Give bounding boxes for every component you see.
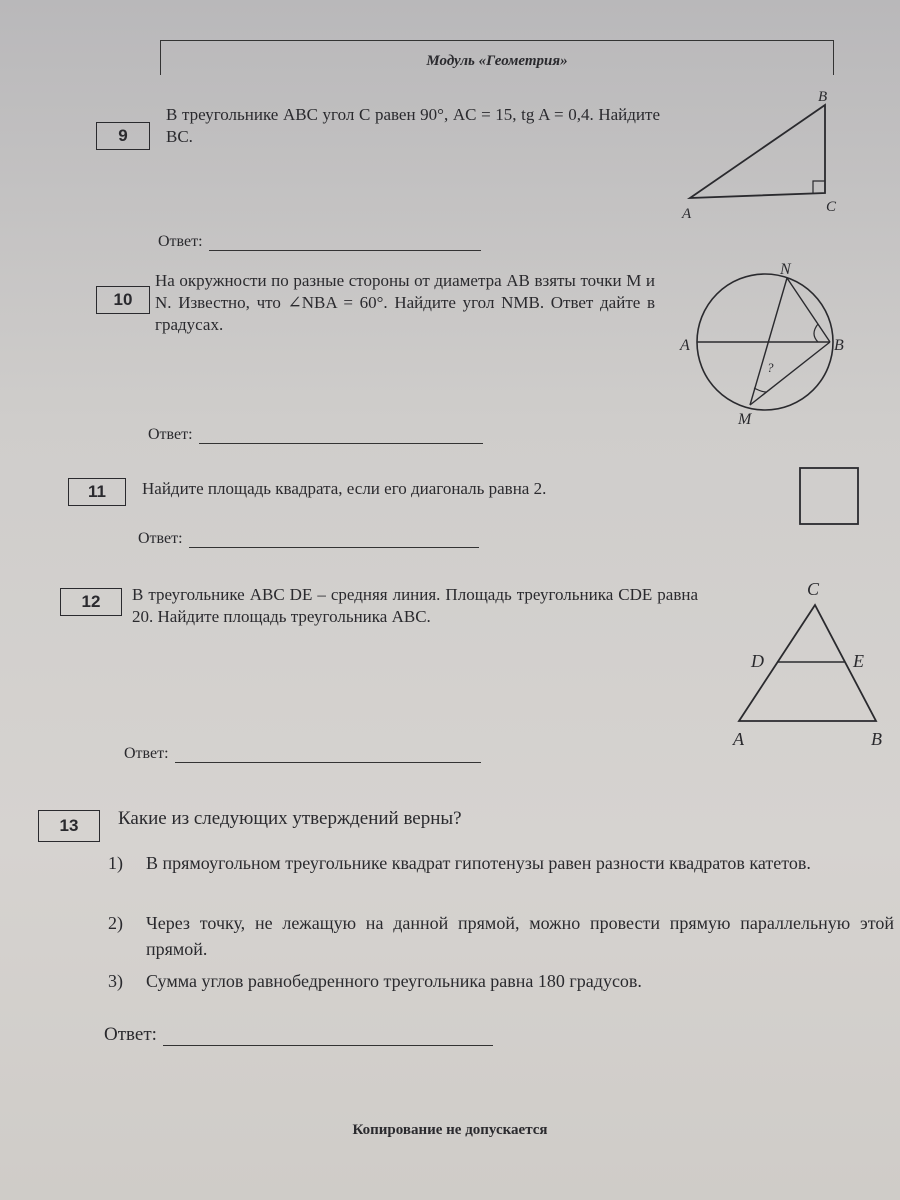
answer-blank[interactable] xyxy=(199,443,483,444)
option-2-text: Через точку, не лежащую на данной прямой, можно провести прямую параллельную этой прямой. xyxy=(146,913,894,959)
task-12-answer xyxy=(124,745,481,763)
answer-label: Ответ: xyxy=(104,1024,157,1045)
figure-9 xyxy=(670,85,850,225)
task-11-text: Найдите площадь квадрата, если его диагональ равна 2. xyxy=(142,479,547,498)
segment-nb xyxy=(787,278,830,342)
square xyxy=(800,468,858,524)
task-10-text: На окружности по разные стороны от диаметра AB взяты точки M и N. Известно, что ∠NBA = 60°. Найдите угол NMB. Ответ дайте в градусах. xyxy=(155,271,655,334)
task-10-number: 10 xyxy=(96,286,150,314)
segment-mb xyxy=(750,342,830,405)
task-9-answer xyxy=(158,233,481,251)
label-e: E xyxy=(853,651,864,671)
answer-blank[interactable] xyxy=(189,547,479,548)
footer-notice: Копирование не допускается xyxy=(352,1122,548,1138)
answer-label: Ответ: xyxy=(124,745,169,762)
figure-10 xyxy=(670,258,870,428)
answer-blank[interactable] xyxy=(209,250,481,251)
task-12-number: 12 xyxy=(60,588,122,616)
task-11-number: 11 xyxy=(68,478,126,506)
option-3-text: Сумма углов равнобедренного треугольника равна 180 градусов. xyxy=(146,971,642,991)
right-angle-mark xyxy=(813,181,825,193)
option-1-text: В прямоугольном треугольнике квадрат гипотенузы равен разности квадратов катетов. xyxy=(146,853,811,873)
option-1-number: 1) xyxy=(108,853,123,873)
task-11-answer xyxy=(138,530,479,548)
label-a: A xyxy=(733,729,744,749)
angle-arc-nba xyxy=(814,324,818,342)
label-a: A xyxy=(680,337,690,354)
task-10-answer xyxy=(148,426,483,444)
triangle-abc xyxy=(690,105,825,198)
task-13-answer xyxy=(104,1024,493,1046)
task-9-number: 9 xyxy=(96,122,150,150)
answer-blank[interactable] xyxy=(163,1045,493,1046)
figure-12 xyxy=(725,575,895,755)
answer-label: Ответ: xyxy=(138,530,183,547)
module-title: Модуль «Геометрия» xyxy=(426,53,568,69)
answer-blank[interactable] xyxy=(175,762,481,763)
label-n: N xyxy=(780,261,791,278)
label-a: A xyxy=(682,206,692,222)
option-3-number: 3) xyxy=(108,971,123,991)
label-c: C xyxy=(807,579,820,599)
option-2-number: 2) xyxy=(108,913,123,933)
unknown-angle-mark: ? xyxy=(767,360,774,375)
label-c: C xyxy=(826,199,837,215)
task-13-number: 13 xyxy=(38,810,100,842)
task-12-text: В треугольнике ABC DE – средняя линия. Площадь треугольника CDE равна 20. Найдите площадь треугольника ABC. xyxy=(132,585,698,626)
label-b: B xyxy=(834,337,844,354)
answer-label: Ответ: xyxy=(158,233,203,250)
task-13-text: Какие из следующих утверждений верны? xyxy=(118,808,462,829)
label-b: B xyxy=(818,89,828,105)
angle-arc-nmb xyxy=(754,388,766,392)
label-b: B xyxy=(871,729,882,749)
module-header xyxy=(160,40,834,75)
figure-11 xyxy=(798,466,864,528)
task-9-text: В треугольнике ABC угол C равен 90°, AC = 15, tg A = 0,4. Найдите BC. xyxy=(166,105,660,146)
label-m: M xyxy=(738,411,752,428)
label-d: D xyxy=(751,651,764,671)
answer-label: Ответ: xyxy=(148,426,193,443)
